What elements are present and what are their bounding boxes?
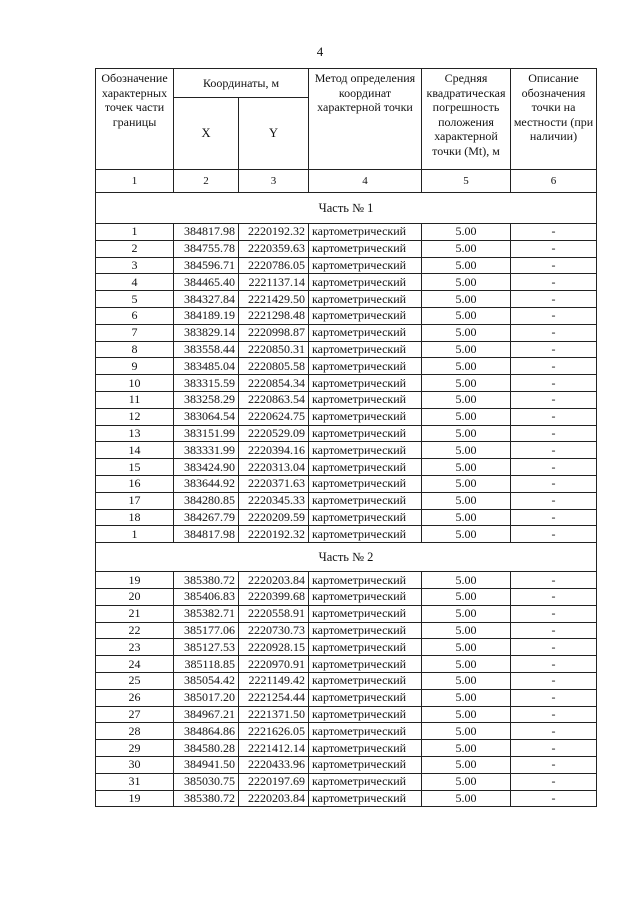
method-cell: картометрический bbox=[309, 224, 422, 241]
x-coordinate-cell: 383258.29 bbox=[174, 391, 239, 408]
description-cell: - bbox=[511, 274, 597, 291]
method-cell: картометрический bbox=[309, 689, 422, 706]
method-cell: картометрический bbox=[309, 459, 422, 476]
method-cell: картометрический bbox=[309, 324, 422, 341]
description-cell: - bbox=[511, 656, 597, 673]
method-cell: картометрический bbox=[309, 442, 422, 459]
x-coordinate-cell: 385380.72 bbox=[174, 790, 239, 807]
description-cell: - bbox=[511, 605, 597, 622]
point-number-cell: 16 bbox=[96, 475, 174, 492]
table-row bbox=[96, 723, 597, 740]
table-row bbox=[96, 459, 597, 476]
error-cell: 5.00 bbox=[422, 706, 511, 723]
description-cell: - bbox=[511, 740, 597, 757]
description-cell: - bbox=[511, 358, 597, 375]
description-cell: - bbox=[511, 572, 597, 589]
x-coordinate-cell: 383064.54 bbox=[174, 408, 239, 425]
error-cell: 5.00 bbox=[422, 526, 511, 543]
description-cell: - bbox=[511, 324, 597, 341]
error-cell: 5.00 bbox=[422, 307, 511, 324]
x-coordinate-cell: 383558.44 bbox=[174, 341, 239, 358]
x-coordinate-cell: 385118.85 bbox=[174, 656, 239, 673]
y-coordinate-cell: 2220730.73 bbox=[239, 622, 309, 639]
method-cell: картометрический bbox=[309, 622, 422, 639]
error-cell: 5.00 bbox=[422, 740, 511, 757]
method-cell: картометрический bbox=[309, 492, 422, 509]
description-cell: - bbox=[511, 773, 597, 790]
method-cell: картометрический bbox=[309, 257, 422, 274]
description-cell: - bbox=[511, 442, 597, 459]
y-coordinate-cell: 2221412.14 bbox=[239, 740, 309, 757]
x-coordinate-cell: 383331.99 bbox=[174, 442, 239, 459]
x-coordinate-cell: 383829.14 bbox=[174, 324, 239, 341]
table-row bbox=[96, 291, 597, 308]
y-coordinate-cell: 2221371.50 bbox=[239, 706, 309, 723]
method-cell: картометрический bbox=[309, 605, 422, 622]
x-coordinate-cell: 384580.28 bbox=[174, 740, 239, 757]
table-row bbox=[96, 224, 597, 241]
header-method: Метод определения координат характерной точки bbox=[309, 69, 422, 170]
method-cell: картометрический bbox=[309, 773, 422, 790]
y-coordinate-cell: 2220558.91 bbox=[239, 605, 309, 622]
error-cell: 5.00 bbox=[422, 408, 511, 425]
point-number-cell: 4 bbox=[96, 274, 174, 291]
description-cell: - bbox=[511, 639, 597, 656]
error-cell: 5.00 bbox=[422, 492, 511, 509]
description-cell: - bbox=[511, 526, 597, 543]
y-coordinate-cell: 2220854.34 bbox=[239, 375, 309, 392]
method-cell: картометрический bbox=[309, 240, 422, 257]
x-coordinate-cell: 384941.50 bbox=[174, 756, 239, 773]
x-coordinate-cell: 383424.90 bbox=[174, 459, 239, 476]
x-coordinate-cell: 384280.85 bbox=[174, 492, 239, 509]
y-coordinate-cell: 2220399.68 bbox=[239, 588, 309, 605]
y-coordinate-cell: 2221429.50 bbox=[239, 291, 309, 308]
method-cell: картометрический bbox=[309, 408, 422, 425]
table-row bbox=[96, 425, 597, 442]
point-number-cell: 19 bbox=[96, 790, 174, 807]
error-cell: 5.00 bbox=[422, 425, 511, 442]
error-cell: 5.00 bbox=[422, 605, 511, 622]
y-coordinate-cell: 2220970.91 bbox=[239, 656, 309, 673]
method-cell: картометрический bbox=[309, 391, 422, 408]
x-coordinate-cell: 384465.40 bbox=[174, 274, 239, 291]
y-coordinate-cell: 2220359.63 bbox=[239, 240, 309, 257]
point-number-cell: 22 bbox=[96, 622, 174, 639]
method-cell: картометрический bbox=[309, 526, 422, 543]
description-cell: - bbox=[511, 706, 597, 723]
y-coordinate-cell: 2220529.09 bbox=[239, 425, 309, 442]
x-coordinate-cell: 384189.19 bbox=[174, 307, 239, 324]
x-coordinate-cell: 385127.53 bbox=[174, 639, 239, 656]
error-cell: 5.00 bbox=[422, 588, 511, 605]
x-coordinate-cell: 384327.84 bbox=[174, 291, 239, 308]
error-cell: 5.00 bbox=[422, 257, 511, 274]
x-coordinate-cell: 383151.99 bbox=[174, 425, 239, 442]
table-row bbox=[96, 492, 597, 509]
y-coordinate-cell: 2220433.96 bbox=[239, 756, 309, 773]
y-coordinate-cell: 2220345.33 bbox=[239, 492, 309, 509]
table-row bbox=[96, 358, 597, 375]
table-row bbox=[96, 605, 597, 622]
table-row bbox=[96, 442, 597, 459]
x-coordinate-cell: 384596.71 bbox=[174, 257, 239, 274]
y-coordinate-cell: 2220192.32 bbox=[239, 526, 309, 543]
error-cell: 5.00 bbox=[422, 358, 511, 375]
error-cell: 5.00 bbox=[422, 291, 511, 308]
error-cell: 5.00 bbox=[422, 656, 511, 673]
y-coordinate-cell: 2220786.05 bbox=[239, 257, 309, 274]
error-cell: 5.00 bbox=[422, 790, 511, 807]
description-cell: - bbox=[511, 341, 597, 358]
error-cell: 5.00 bbox=[422, 639, 511, 656]
part-heading-row bbox=[96, 193, 597, 224]
table-row bbox=[96, 656, 597, 673]
point-number-cell: 15 bbox=[96, 459, 174, 476]
point-number-cell: 31 bbox=[96, 773, 174, 790]
table-row bbox=[96, 790, 597, 807]
error-cell: 5.00 bbox=[422, 240, 511, 257]
y-coordinate-cell: 2220863.54 bbox=[239, 391, 309, 408]
column-number: 5 bbox=[422, 170, 511, 193]
method-cell: картометрический bbox=[309, 509, 422, 526]
error-cell: 5.00 bbox=[422, 274, 511, 291]
point-number-cell: 11 bbox=[96, 391, 174, 408]
point-number-cell: 17 bbox=[96, 492, 174, 509]
description-cell: - bbox=[511, 475, 597, 492]
x-coordinate-cell: 385406.83 bbox=[174, 588, 239, 605]
description-cell: - bbox=[511, 492, 597, 509]
point-number-cell: 13 bbox=[96, 425, 174, 442]
point-number-cell: 9 bbox=[96, 358, 174, 375]
y-coordinate-cell: 2220197.69 bbox=[239, 773, 309, 790]
method-cell: картометрический bbox=[309, 740, 422, 757]
method-cell: картометрический bbox=[309, 475, 422, 492]
x-coordinate-cell: 384967.21 bbox=[174, 706, 239, 723]
method-cell: картометрический bbox=[309, 639, 422, 656]
description-cell: - bbox=[511, 240, 597, 257]
point-number-cell: 7 bbox=[96, 324, 174, 341]
table-row bbox=[96, 526, 597, 543]
x-coordinate-cell: 385382.71 bbox=[174, 605, 239, 622]
x-coordinate-cell: 383485.04 bbox=[174, 358, 239, 375]
y-coordinate-cell: 2221298.48 bbox=[239, 307, 309, 324]
method-cell: картометрический bbox=[309, 723, 422, 740]
y-coordinate-cell: 2220209.59 bbox=[239, 509, 309, 526]
description-cell: - bbox=[511, 689, 597, 706]
description-cell: - bbox=[511, 391, 597, 408]
y-coordinate-cell: 2221254.44 bbox=[239, 689, 309, 706]
table-row bbox=[96, 240, 597, 257]
method-cell: картометрический bbox=[309, 341, 422, 358]
point-number-cell: 26 bbox=[96, 689, 174, 706]
point-number-cell: 3 bbox=[96, 257, 174, 274]
error-cell: 5.00 bbox=[422, 341, 511, 358]
point-number-cell: 20 bbox=[96, 588, 174, 605]
x-coordinate-cell: 384817.98 bbox=[174, 224, 239, 241]
table-row bbox=[96, 375, 597, 392]
point-number-cell: 25 bbox=[96, 672, 174, 689]
method-cell: картометрический bbox=[309, 790, 422, 807]
description-cell: - bbox=[511, 756, 597, 773]
method-cell: картометрический bbox=[309, 656, 422, 673]
point-number-cell: 28 bbox=[96, 723, 174, 740]
point-number-cell: 29 bbox=[96, 740, 174, 757]
error-cell: 5.00 bbox=[422, 475, 511, 492]
method-cell: картометрический bbox=[309, 588, 422, 605]
y-coordinate-cell: 2220203.84 bbox=[239, 572, 309, 589]
column-number: 3 bbox=[239, 170, 309, 193]
error-cell: 5.00 bbox=[422, 324, 511, 341]
table-row bbox=[96, 408, 597, 425]
error-cell: 5.00 bbox=[422, 509, 511, 526]
description-cell: - bbox=[511, 307, 597, 324]
description-cell: - bbox=[511, 375, 597, 392]
x-coordinate-cell: 383315.59 bbox=[174, 375, 239, 392]
y-coordinate-cell: 2220394.16 bbox=[239, 442, 309, 459]
error-cell: 5.00 bbox=[422, 689, 511, 706]
method-cell: картометрический bbox=[309, 375, 422, 392]
column-number: 6 bbox=[511, 170, 597, 193]
column-number: 1 bbox=[96, 170, 174, 193]
method-cell: картометрический bbox=[309, 291, 422, 308]
y-coordinate-cell: 2220371.63 bbox=[239, 475, 309, 492]
method-cell: картометрический bbox=[309, 307, 422, 324]
part-heading-row bbox=[96, 543, 597, 572]
point-number-cell: 14 bbox=[96, 442, 174, 459]
table-row bbox=[96, 672, 597, 689]
table-row bbox=[96, 622, 597, 639]
table-row bbox=[96, 391, 597, 408]
error-cell: 5.00 bbox=[422, 756, 511, 773]
method-cell: картометрический bbox=[309, 706, 422, 723]
header-error: Средняя квадратическая погрешность положения характерной точки (Mt), м bbox=[422, 69, 511, 170]
part-title: Часть № 1 bbox=[96, 193, 597, 224]
y-coordinate-cell: 2221149.42 bbox=[239, 672, 309, 689]
y-coordinate-cell: 2220998.87 bbox=[239, 324, 309, 341]
header-y: Y bbox=[239, 98, 309, 170]
table-row bbox=[96, 572, 597, 589]
error-cell: 5.00 bbox=[422, 224, 511, 241]
table-row bbox=[96, 509, 597, 526]
point-number-cell: 30 bbox=[96, 756, 174, 773]
table-body bbox=[96, 193, 597, 807]
method-cell: картометрический bbox=[309, 425, 422, 442]
x-coordinate-cell: 384817.98 bbox=[174, 526, 239, 543]
point-number-cell: 27 bbox=[96, 706, 174, 723]
x-coordinate-cell: 383644.92 bbox=[174, 475, 239, 492]
error-cell: 5.00 bbox=[422, 572, 511, 589]
table-row bbox=[96, 756, 597, 773]
point-number-cell: 6 bbox=[96, 307, 174, 324]
y-coordinate-cell: 2220850.31 bbox=[239, 341, 309, 358]
column-number: 2 bbox=[174, 170, 239, 193]
table-row bbox=[96, 257, 597, 274]
description-cell: - bbox=[511, 459, 597, 476]
method-cell: картометрический bbox=[309, 756, 422, 773]
point-number-cell: 19 bbox=[96, 572, 174, 589]
description-cell: - bbox=[511, 425, 597, 442]
table-row bbox=[96, 689, 597, 706]
point-number-cell: 23 bbox=[96, 639, 174, 656]
x-coordinate-cell: 385030.75 bbox=[174, 773, 239, 790]
y-coordinate-cell: 2221137.14 bbox=[239, 274, 309, 291]
y-coordinate-cell: 2220805.58 bbox=[239, 358, 309, 375]
error-cell: 5.00 bbox=[422, 723, 511, 740]
point-number-cell: 21 bbox=[96, 605, 174, 622]
description-cell: - bbox=[511, 509, 597, 526]
column-number: 4 bbox=[309, 170, 422, 193]
page-number: 4 bbox=[316, 44, 324, 59]
description-cell: - bbox=[511, 723, 597, 740]
method-cell: картометрический bbox=[309, 572, 422, 589]
point-number-cell: 10 bbox=[96, 375, 174, 392]
error-cell: 5.00 bbox=[422, 442, 511, 459]
x-coordinate-cell: 384755.78 bbox=[174, 240, 239, 257]
point-number-cell: 1 bbox=[96, 526, 174, 543]
method-cell: картометрический bbox=[309, 672, 422, 689]
x-coordinate-cell: 385177.06 bbox=[174, 622, 239, 639]
x-coordinate-cell: 385380.72 bbox=[174, 572, 239, 589]
header-point-label: Обозначение характерных точек части границы bbox=[96, 69, 174, 170]
table-row bbox=[96, 773, 597, 790]
table-row bbox=[96, 588, 597, 605]
y-coordinate-cell: 2220192.32 bbox=[239, 224, 309, 241]
description-cell: - bbox=[511, 790, 597, 807]
y-coordinate-cell: 2220624.75 bbox=[239, 408, 309, 425]
table-row bbox=[96, 475, 597, 492]
error-cell: 5.00 bbox=[422, 622, 511, 639]
part-title: Часть № 2 bbox=[96, 543, 597, 572]
header-description: Описание обозначения точки на местности (при наличии) bbox=[511, 69, 597, 170]
description-cell: - bbox=[511, 622, 597, 639]
description-cell: - bbox=[511, 291, 597, 308]
header-x: X bbox=[174, 98, 239, 170]
error-cell: 5.00 bbox=[422, 375, 511, 392]
x-coordinate-cell: 385054.42 bbox=[174, 672, 239, 689]
table-row bbox=[96, 706, 597, 723]
table-row bbox=[96, 341, 597, 358]
x-coordinate-cell: 384267.79 bbox=[174, 509, 239, 526]
point-number-cell: 1 bbox=[96, 224, 174, 241]
table-row bbox=[96, 740, 597, 757]
error-cell: 5.00 bbox=[422, 773, 511, 790]
error-cell: 5.00 bbox=[422, 459, 511, 476]
y-coordinate-cell: 2221626.05 bbox=[239, 723, 309, 740]
error-cell: 5.00 bbox=[422, 672, 511, 689]
x-coordinate-cell: 385017.20 bbox=[174, 689, 239, 706]
error-cell: 5.00 bbox=[422, 391, 511, 408]
point-number-cell: 5 bbox=[96, 291, 174, 308]
header-coordinates: Координаты, м bbox=[174, 69, 309, 98]
point-number-cell: 12 bbox=[96, 408, 174, 425]
description-cell: - bbox=[511, 588, 597, 605]
table-row bbox=[96, 274, 597, 291]
y-coordinate-cell: 2220313.04 bbox=[239, 459, 309, 476]
method-cell: картометрический bbox=[309, 358, 422, 375]
method-cell: картометрический bbox=[309, 274, 422, 291]
point-number-cell: 18 bbox=[96, 509, 174, 526]
point-number-cell: 24 bbox=[96, 656, 174, 673]
coordinates-table bbox=[95, 68, 597, 807]
y-coordinate-cell: 2220928.15 bbox=[239, 639, 309, 656]
table-row bbox=[96, 324, 597, 341]
description-cell: - bbox=[511, 672, 597, 689]
description-cell: - bbox=[511, 224, 597, 241]
description-cell: - bbox=[511, 408, 597, 425]
table-row bbox=[96, 307, 597, 324]
table-row bbox=[96, 639, 597, 656]
x-coordinate-cell: 384864.86 bbox=[174, 723, 239, 740]
point-number-cell: 2 bbox=[96, 240, 174, 257]
point-number-cell: 8 bbox=[96, 341, 174, 358]
y-coordinate-cell: 2220203.84 bbox=[239, 790, 309, 807]
description-cell: - bbox=[511, 257, 597, 274]
